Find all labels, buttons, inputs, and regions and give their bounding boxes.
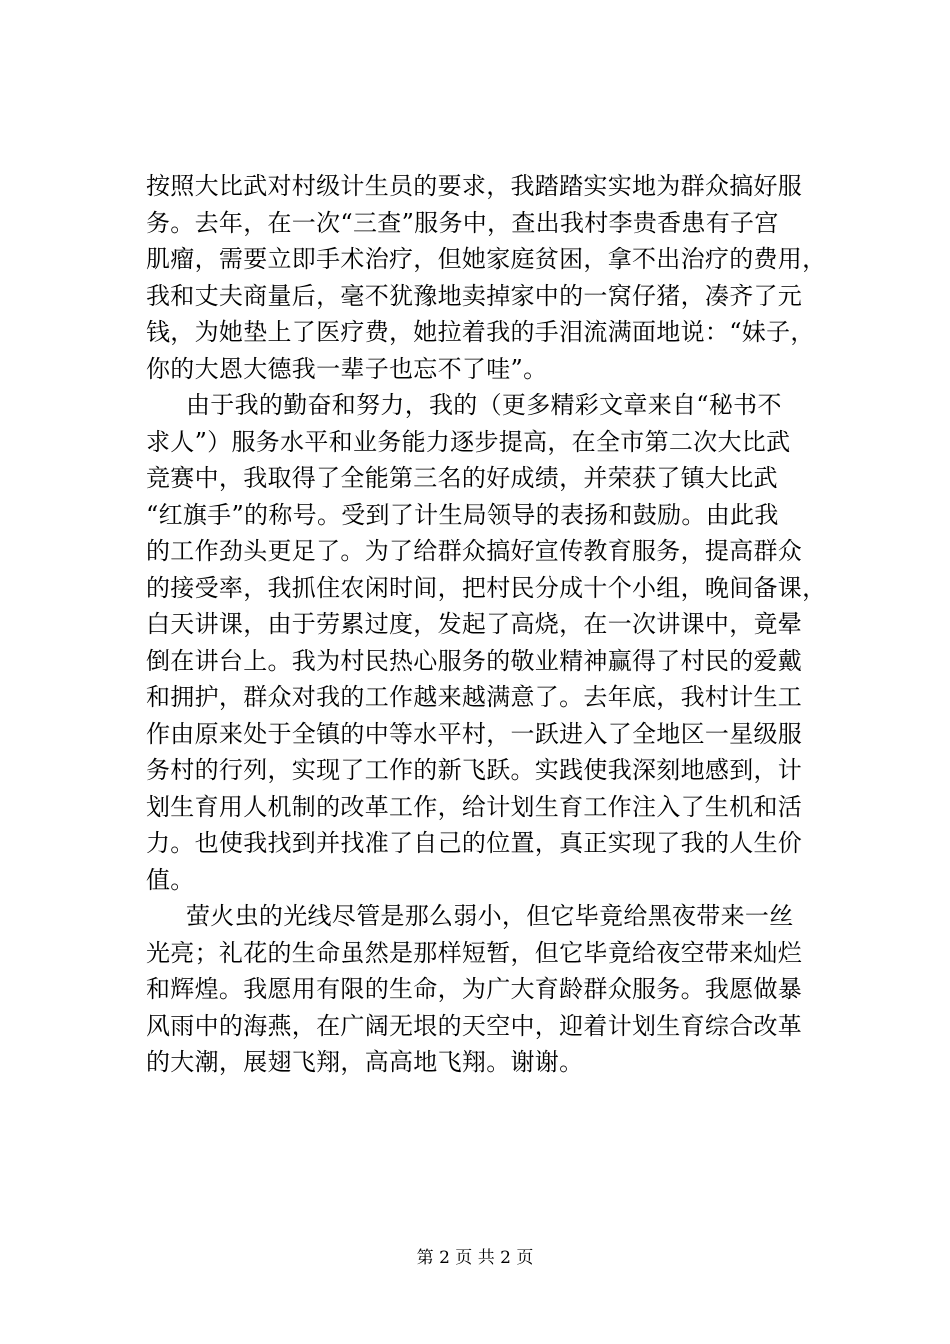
paragraph-1-line-4: 我和丈夫商量后，毫不犹豫地卖掉家中的一窝仔猪，凑齐了元 bbox=[146, 281, 803, 310]
paragraph-2-line-6: 的接受率，我抓住农闲时间，把村民分成十个小组，晚间备课， bbox=[146, 573, 827, 602]
paragraph-2-line-7: 白天讲课，由于劳累过度，发起了高烧，在一次讲课中，竟晕 bbox=[146, 610, 803, 638]
paragraph-3-line-1: 萤火虫的光线尽管是那么弱小，但它毕竟给黑夜带来一丝 bbox=[186, 902, 794, 930]
paragraph-2-line-11: 务村的行列，实现了工作的新飞跃。实践使我深刻地感到，计 bbox=[146, 756, 803, 784]
paragraph-1-line-3: 肌瘤，需要立即手术治疗，但她家庭贫困，拿不出治疗的费用， bbox=[146, 245, 827, 273]
paragraph-1-line-1: 按照大比武对村级计生员的要求，我踏踏实实地为群众搞好服 bbox=[146, 172, 803, 200]
paragraph-2-line-13: 力。也使我找到并找准了自己的位置，真正实现了我的人生价 bbox=[146, 829, 803, 857]
paragraph-2-line-10: 作由原来处于全镇的中等水平村，一跃进入了全地区一星级服 bbox=[146, 719, 803, 748]
paragraph-3-line-5: 的大潮，展翅飞翔，高高地飞翔。谢谢。 bbox=[146, 1048, 584, 1076]
paragraph-1-line-2: 务。去年，在一次“三查”服务中，查出我村李贵香患有子宫 bbox=[146, 208, 779, 237]
paragraph-1-line-5: 钱，为她垫上了医疗费，她拉着我的手泪流满面地说：“妹子， bbox=[146, 318, 815, 346]
paragraph-2-line-2: 求人”）服务水平和业务能力逐步提高，在全市第二次大比武 bbox=[146, 427, 791, 456]
paragraph-3-line-4: 风雨中的海燕，在广阔无垠的天空中，迎着计划生育综合改革 bbox=[146, 1011, 803, 1040]
paragraph-2-line-1: 由于我的勤奋和努力，我的（更多精彩文章来自“秘书不 bbox=[186, 391, 782, 419]
paragraph-2-line-14: 值。 bbox=[146, 865, 195, 894]
paragraph-2-line-3: 竞赛中，我取得了全能第三名的好成绩，并荣获了镇大比武 bbox=[146, 464, 778, 492]
paragraph-1-line-6: 你的大恩大德我一辈子也忘不了哇”。 bbox=[146, 354, 548, 383]
paragraph-2-line-12: 划生育用人机制的改革工作，给计划生育工作注入了生机和活 bbox=[146, 792, 803, 821]
paragraph-2-line-5: 的工作劲头更足了。为了给群众搞好宣传教育服务，提高群众 bbox=[146, 537, 803, 565]
page-number-footer: 第 2 页 共 2 页 bbox=[416, 1248, 534, 1268]
paragraph-2-line-4: “红旗手”的称号。受到了计生局领导的表扬和鼓励。由此我 bbox=[146, 500, 779, 529]
paragraph-2-line-8: 倒在讲台上。我为村民热心服务的敬业精神赢得了村民的爱戴 bbox=[146, 646, 803, 675]
paragraph-3-line-3: 和辉煌。我愿用有限的生命，为广大育龄群众服务。我愿做暴 bbox=[146, 975, 803, 1003]
paragraph-3-line-2: 光亮；礼花的生命虽然是那样短暂，但它毕竟给夜空带来灿烂 bbox=[146, 938, 803, 967]
paragraph-2-line-9: 和拥护，群众对我的工作越来越满意了。去年底，我村计生工 bbox=[146, 683, 803, 711]
body-text bbox=[146, 168, 827, 1081]
